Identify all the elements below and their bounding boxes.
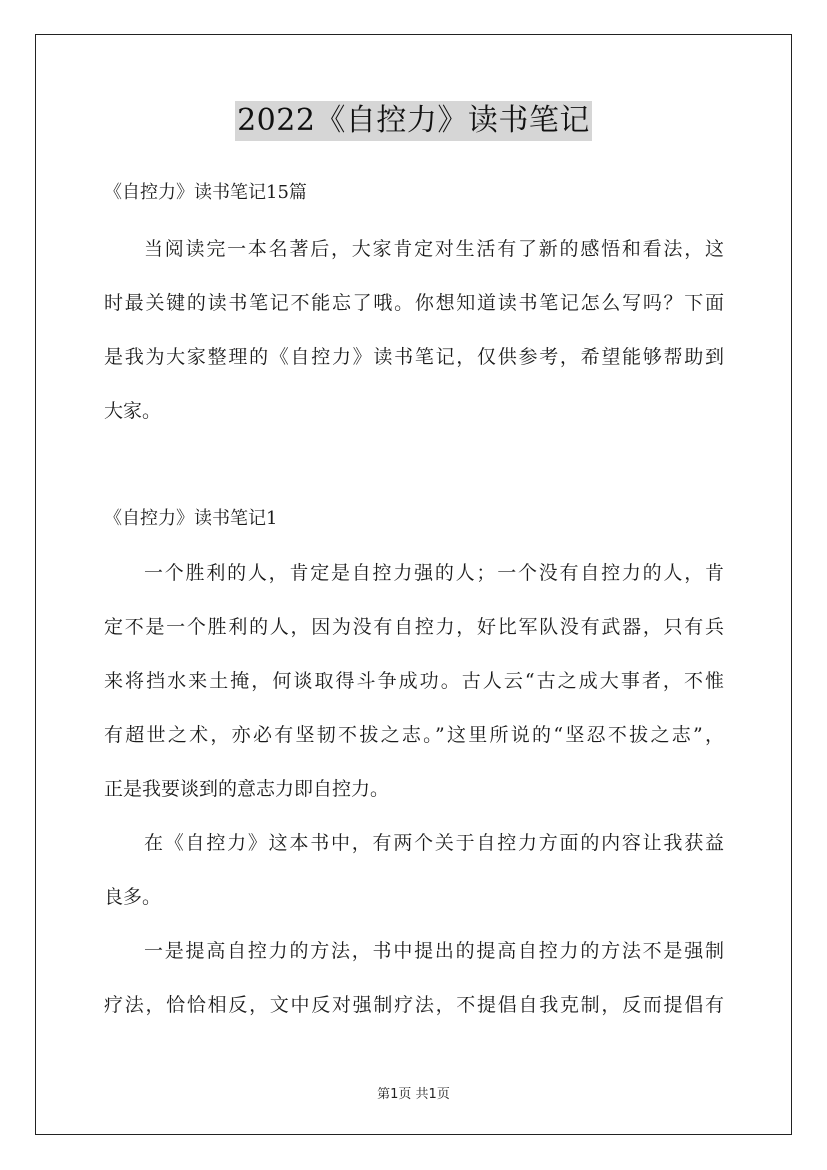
paragraph-line: 一个胜利的人，肯定是自控力强的人；一个没有自控力的人，肯 xyxy=(144,562,724,584)
paragraph-line: 良多。 xyxy=(104,886,162,908)
paragraph-line: 一是提高自控力的方法，书中提出的提高自控力的方法不是强制 xyxy=(144,940,724,962)
paragraph-line: 有超世之术，亦必有坚韧不拔之志。”这里所说的“坚忍不拔之志”， xyxy=(104,724,724,746)
document-subtitle: 《自控力》读书笔记15篇 xyxy=(104,182,307,203)
paragraph-line: 正是我要谈到的意志力即自控力。 xyxy=(104,778,390,800)
section-heading: 《自控力》读书笔记1 xyxy=(104,508,278,529)
paragraph-line: 定不是一个胜利的人，因为没有自控力，好比军队没有武器，只有兵 xyxy=(104,616,724,638)
title-wrapper xyxy=(0,101,827,141)
intro-line: 是我为大家整理的《自控力》读书笔记，仅供参考，希望能够帮助到 xyxy=(104,346,724,368)
page-footer: 第1页 共1页 xyxy=(377,1087,450,1102)
intro-line: 当阅读完一本名著后，大家肯定对生活有了新的感悟和看法，这 xyxy=(144,238,724,260)
paragraph-line: 疗法，恰恰相反，文中反对强制疗法，不提倡自我克制，反而提倡有 xyxy=(104,994,724,1016)
paragraph-line: 在《自控力》这本书中，有两个关于自控力方面的内容让我获益 xyxy=(144,832,724,854)
paragraph-line: 来将挡水来土掩，何谈取得斗争成功。古人云“古之成大事者，不惟 xyxy=(104,670,724,692)
document-title: 2022《自控力》读书笔记 xyxy=(235,101,592,141)
intro-line: 大家。 xyxy=(104,400,162,422)
intro-line: 时最关键的读书笔记不能忘了哦。你想知道读书笔记怎么写吗？下面 xyxy=(104,292,724,314)
